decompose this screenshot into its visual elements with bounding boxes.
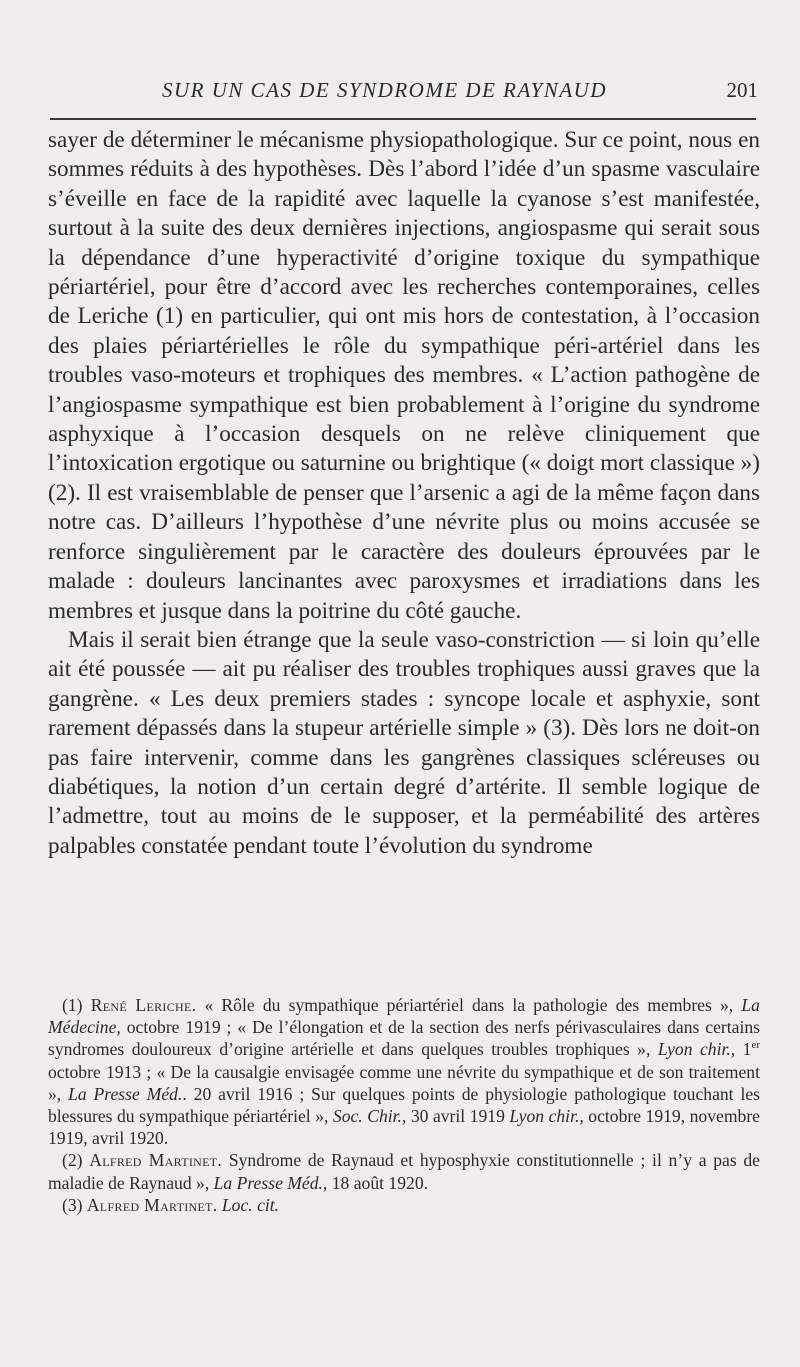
footnote-number: (2)	[62, 1150, 83, 1171]
footnote-number: (1)	[62, 995, 83, 1015]
running-title: SUR UN CAS DE SYNDROME DE RAYNAUD	[162, 78, 607, 102]
footnote-journal: Lyon chir.,	[509, 1106, 584, 1127]
footnote-journal: La Presse Méd.	[68, 1083, 183, 1104]
page-number: 201	[726, 78, 758, 102]
footnote-author: Alfred Martinet.	[89, 1150, 223, 1171]
footnote-journal: Loc. cit.	[221, 1194, 280, 1215]
footnote-text: Syndrome de Raynaud et hyposphyxie constitutionnelle ; il n’y a pas de maladie de Raynaud »,	[48, 1150, 760, 1193]
footnotes	[48, 994, 760, 1216]
footnote-text: 30 avril 1919	[410, 1106, 505, 1127]
footnote-journal: Lyon chir.,	[657, 1039, 736, 1060]
footnote-superscript: er	[751, 1039, 760, 1052]
footnote-3	[48, 1194, 760, 1216]
footnote-journal: La Presse Méd.,	[213, 1172, 328, 1193]
footnote-text: octobre 1919 ; « De l’élongation et de la section des nerfs périvasculaires dans certains syndromes douloureux d’origine artérielle et dans quelques troubles trophiques »,	[48, 1017, 760, 1060]
footnote-author: René Leriche.	[90, 995, 197, 1015]
footnote-text: « Rôle du sympathique périartériel dans la pathologie des membres »,	[204, 995, 734, 1015]
footnote-text: octobre 1913 ; « De la causalgie envisagée comme une névrite du sympathique et de son traitement »,	[48, 1061, 760, 1104]
footnote-number: (3)	[62, 1194, 83, 1215]
paragraph: Mais il serait bien étrange que la seule vaso-constriction — si loin qu’elle ait été poussée — ait pu réaliser des troubles trophiques aussi graves que la gangrène. « Les deux premiers stades : syncope locale et asphyxie, sont rarement dépassés dans la stupeur artérielle simple » (3). Dès lors ne doit-on pas faire intervenir, comme dans les gangrènes classiques scléreuses ou diabétiques, la notion d’un certain degré d’artérite. Il semble logique de l’admettre, tout au moins de le supposer, et la perméabilité des artères palpables constatée pendant toute l’évolution du syndrome	[48, 626, 760, 859]
body-text	[48, 126, 760, 861]
footnote-1	[48, 994, 760, 1149]
footnote-journal: La Médecine,	[48, 995, 760, 1038]
running-head	[48, 78, 758, 110]
footnote-author: Alfred Martinet.	[86, 1194, 218, 1215]
header-rule	[50, 118, 756, 120]
footnote-text: 18 août 1920.	[331, 1172, 429, 1193]
footnote-journal: Soc. Chir.,	[332, 1106, 407, 1127]
footnote-text: . 20 avril 1916 ; Sur quelques points de physiologie pathologique touchant les blessures du sympathique périartériel »,	[48, 1083, 760, 1127]
footnote-text: 1	[742, 1039, 752, 1060]
footnote-text: octobre 1919, novembre 1919, avril 1920.	[48, 1106, 760, 1149]
footnote-2	[48, 1149, 760, 1193]
paragraph: sayer de déterminer le mécanisme physiopathologique. Sur ce point, nous en sommes réduits à des hypothèses. Dès l’abord l’idée d’un spasme vasculaire s’éveille en face de la rapidité avec laquelle la cyanose s’est manifestée, surtout à la suite des deux dernières injections, angiospasme qui serait sous la dépendance d’une hyperactivité d’origine toxique du sympathique périartériel, pour être d’accord avec les recherches contemporaines, celles de Leriche (1) en particulier, qui ont mis hors de contestation, à l’occasion des plaies périartérielles le rôle du sympathique péri-artériel dans les troubles vaso-moteurs et trophiques des membres. « L’action pathogène de l’angiospasme sympathique est bien probablement à l’origine du syndrome asphyxique à l’occasion desquels on ne relève cliniquement que l’intoxication ergotique ou saturnine ou brightique (« doigt mort classique ») (2). Il est vraisemblable de penser que l’arsenic a agi de la même façon dans notre cas. D’ailleurs l’hypothèse d’une névrite plus ou moins accusée se renforce singulièrement par le caractère des douleurs éprouvées par le malade : douleurs lancinantes avec paroxysmes et irradiations dans les membres et jusque dans la poitrine du côté gauche.	[48, 127, 760, 624]
